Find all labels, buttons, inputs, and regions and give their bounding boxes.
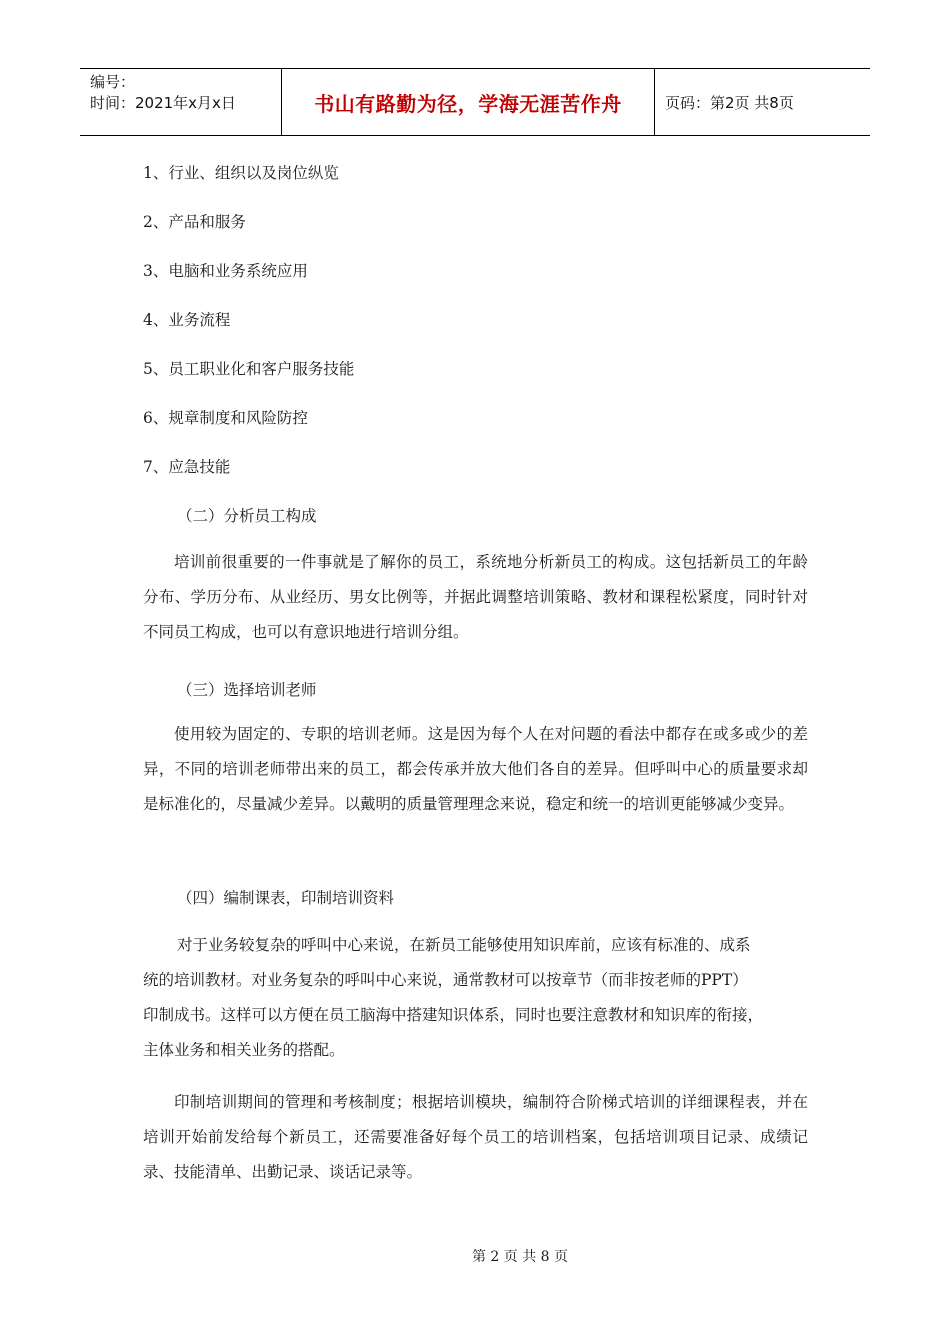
section-paragraph: 培训前很重要的一件事就是了解你的员工，系统地分析新员工的构成。这包括新员工的年龄分布、学历分布、从业经历、男女比例等，并据此调整培训策略、教材和课程松紧度，同时针对不同员工构成，也可以有意识地进行培训分组。 [143, 553, 808, 641]
list-item: 5、员工职业化和客户服务技能 [143, 360, 355, 378]
header-meta [80, 69, 282, 135]
list-item: 3、电脑和业务系统应用 [143, 262, 308, 280]
list-item: 1、行业、组织以及岗位纵览 [143, 164, 339, 182]
section-heading: （三）选择培训老师 [177, 681, 317, 699]
section-paragraph: 使用较为固定的、专职的培训老师。这是因为每个人在对问题的看法中都存在或多或少的差异，不同的培训老师带出来的员工，都会传承并放大他们各自的差异。但呼叫中心的质量要求却是标准化的，尽量减少差异。以戴明的质量管理理念来说，稳定和统一的培训更能够减少变异。 [143, 725, 808, 813]
list-item: 4、业务流程 [143, 311, 231, 329]
page-footer: 第 2 页 共 8 页 [471, 1249, 569, 1265]
list-item: 2、产品和服务 [143, 213, 246, 231]
paragraph-line: 主体业务和相关业务的搭配。 [143, 1041, 345, 1059]
paragraph-line: 印制成书。这样可以方便在员工脑海中搭建知识体系，同时也要注意教材和知识库的衔接， [143, 1006, 764, 1024]
doc-time-label: 时间：2021年x月x日 [90, 94, 236, 112]
header-motto: 书山有路勤为径，学海无涯苦作舟 [282, 69, 655, 135]
doc-number-label: 编号： [90, 73, 136, 91]
section-heading: （四）编制课表，印制培训资料 [177, 889, 395, 907]
page-header [80, 68, 870, 136]
header-page-info: 页码：第2页 共8页 [665, 93, 794, 112]
list-item: 7、应急技能 [143, 458, 231, 476]
section-paragraph: 印制培训期间的管理和考核制度；根据培训模块，编制符合阶梯式培训的详细课程表，并在培训开始前发给每个新员工，还需要准备好每个员工的培训档案，包括培训项目记录、成绩记录、技能清单、出勤记录、谈话记录等。 [143, 1093, 808, 1181]
paragraph-line: 对于业务较复杂的呼叫中心来说，在新员工能够使用知识库前，应该有标准的、成系 [177, 936, 751, 954]
section-heading: （二）分析员工构成 [177, 507, 317, 525]
list-item: 6、规章制度和风险防控 [143, 409, 308, 427]
paragraph-line: 统的培训教材。对业务复杂的呼叫中心来说，通常教材可以按章节（而非按老师的PPT） [143, 971, 748, 989]
